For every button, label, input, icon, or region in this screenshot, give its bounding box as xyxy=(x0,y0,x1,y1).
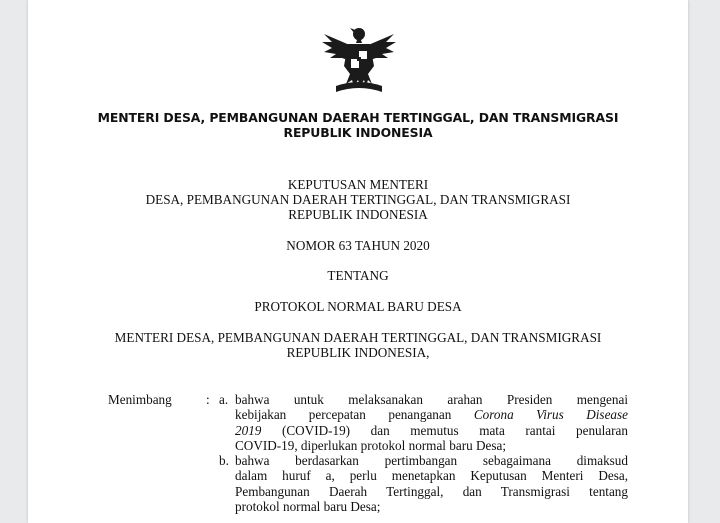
item-text xyxy=(235,453,628,514)
decree-title-line1: KEPUTUSAN MENTERI xyxy=(287,177,429,192)
issuer-line2: REPUBLIK INDONESIA, xyxy=(286,345,430,360)
italic-term: 2019 xyxy=(235,422,262,438)
item-line: bahwa berdasarkan pertimbangan sebagaimana dimaksud xyxy=(235,453,628,468)
item-line: COVID-19, diperlukan protokol normal baru Desa; xyxy=(235,437,507,453)
ministry-header-line1: MENTERI DESA, PEMBANGUNAN DAERAH TERTINGGAL, DAN TRANSMIGRASI xyxy=(97,110,619,125)
item-text xyxy=(235,392,628,453)
item-marker: b. xyxy=(219,453,229,468)
issuer-line1: MENTERI DESA, PEMBANGUNAN DAERAH TERTINGGAL, DAN TRANSMIGRASI xyxy=(114,330,602,345)
italic-term: Corona Virus Disease xyxy=(473,407,629,423)
item-line: dalam huruf a, perlu menetapkan Keputusan Menteri Desa, xyxy=(235,468,628,484)
item-line: kebijakan percepatan penanganan Corona Virus Disease xyxy=(235,407,629,423)
considering-colon: : xyxy=(206,392,210,407)
decree-title-line2: DESA, PEMBANGUNAN DAERAH TERTINGGAL, DAN TRANSMIGRASI xyxy=(145,192,571,207)
decree-number: NOMOR 63 TAHUN 2020 xyxy=(286,238,430,253)
about-label: TENTANG xyxy=(327,268,389,283)
item-line: Pembangunan Daerah Tertinggal, dan Transmigrasi tentang xyxy=(235,483,628,499)
considering-label: Menimbang xyxy=(108,392,172,407)
document-page xyxy=(28,0,688,523)
decree-subject: PROTOKOL NORMAL BARU DESA xyxy=(254,299,462,314)
decree-title-line3: REPUBLIK INDONESIA xyxy=(288,207,428,222)
garuda-emblem-icon xyxy=(318,26,400,98)
item-line: 2019 (COVID-19) dan memutus mata rantai penularan xyxy=(235,422,628,438)
item-line: bahwa untuk melaksanakan arahan Presiden mengenai xyxy=(235,392,628,407)
item-line: protokol normal baru Desa; xyxy=(235,498,381,514)
item-marker: a. xyxy=(219,392,229,407)
ministry-header-line2: REPUBLIK INDONESIA xyxy=(283,125,433,140)
